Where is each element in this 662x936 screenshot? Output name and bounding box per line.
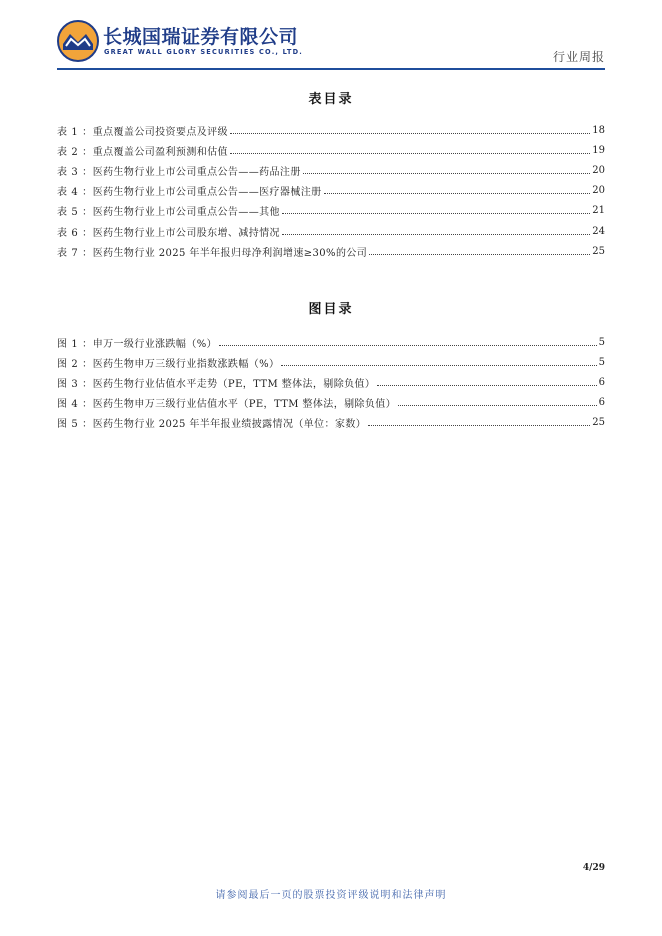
toc-leader: [219, 345, 597, 346]
company-name-en: GREAT WALL GLORY SECURITIES CO., LTD.: [104, 48, 303, 56]
toc-entry-page: 5: [598, 356, 605, 368]
toc-entry-title: 医药生物行业 2025 年半年报业绩披露情况（单位：家数）: [92, 419, 367, 431]
toc-entry[interactable]: [57, 160, 605, 180]
toc-entry[interactable]: [57, 181, 605, 201]
toc-leader: [369, 254, 590, 255]
toc-entry-label: 图 2 ：: [57, 358, 93, 370]
toc-entry-label: 表 4 ：: [57, 187, 93, 199]
toc-entry-title: 医药生物行业上市公司股东增、减持情况: [92, 227, 280, 239]
toc-leader: [377, 385, 596, 386]
toc-entry-title: 申万一级行业涨跌幅（%）: [92, 338, 218, 350]
toc-entry[interactable]: [57, 393, 605, 413]
toc-entry-title: 医药生物行业上市公司重点公告——其他: [92, 207, 280, 219]
toc-entry[interactable]: [57, 332, 605, 352]
toc-leader: [324, 193, 591, 194]
figures-toc-list: [57, 332, 605, 433]
toc-leader: [303, 173, 591, 174]
toc-entry[interactable]: [57, 221, 605, 241]
toc-leader: [368, 425, 590, 426]
toc-entry[interactable]: [57, 372, 605, 392]
toc-leader: [282, 234, 590, 235]
toc-entry-label: 图 1 ：: [57, 338, 93, 350]
toc-leader: [230, 133, 590, 134]
toc-leader: [230, 153, 590, 154]
header-rule: [57, 68, 605, 70]
toc-entry-label: 表 1 ：: [57, 126, 93, 138]
tables-toc-list: [57, 120, 605, 261]
toc-entry-title: 医药生物行业上市公司重点公告——医疗器械注册: [92, 187, 322, 199]
toc-entry-title: 医药生物申万三级行业估值水平（PE，TTM 整体法，剔除负值）: [92, 399, 397, 411]
toc-entry-title: 医药生物申万三级行业指数涨跌幅（%）: [92, 358, 280, 370]
toc-entry-label: 图 3 ：: [57, 378, 93, 390]
toc-entry-label: 表 5 ：: [57, 207, 93, 219]
page-number: 4/29: [582, 863, 605, 873]
toc-entry-label: 表 7 ：: [57, 247, 93, 259]
toc-entry-label: 图 4 ：: [57, 399, 93, 411]
document-type: 行业周报: [552, 50, 605, 64]
toc-entry-page: 5: [598, 336, 605, 348]
toc-entry-page: 18: [592, 124, 605, 136]
toc-entry-label: 表 2 ：: [57, 146, 93, 158]
toc-leader: [398, 405, 597, 406]
toc-entry-page: 25: [592, 245, 605, 257]
toc-entry-label: 表 3 ：: [57, 166, 93, 178]
footer-disclaimer: 请参阅最后一页的股票投资评级说明和法律声明: [215, 890, 447, 901]
toc-entry-page: 20: [592, 164, 605, 176]
toc-entry-title: 重点覆盖公司盈利预测和估值: [92, 146, 228, 158]
toc-leader: [282, 213, 590, 214]
toc-leader: [281, 365, 596, 366]
toc-entry[interactable]: [57, 201, 605, 221]
toc-entry[interactable]: [57, 413, 605, 433]
company-logo-icon: [57, 20, 99, 62]
toc-entry-title: 医药生物行业 2025 年半年报归母净利润增速≥30%的公司: [92, 247, 368, 259]
toc-entry-page: 25: [592, 417, 605, 429]
figures-toc-title: 图目录: [308, 302, 354, 317]
tables-toc-title: 表目录: [308, 92, 354, 107]
company-name-cn: 长城国瑞证券有限公司: [103, 26, 299, 48]
toc-entry-label: 表 6 ：: [57, 227, 93, 239]
toc-entry-page: 24: [592, 225, 605, 237]
page-header: [57, 20, 605, 70]
toc-entry[interactable]: [57, 140, 605, 160]
toc-entry-page: 20: [592, 185, 605, 197]
toc-entry-page: 6: [598, 376, 605, 388]
toc-entry-title: 医药生物行业估值水平走势（PE，TTM 整体法，剔除负值）: [92, 378, 376, 390]
toc-entry-page: 19: [592, 144, 605, 156]
toc-entry[interactable]: [57, 241, 605, 261]
toc-entry[interactable]: [57, 352, 605, 372]
toc-entry-page: 6: [598, 397, 605, 409]
toc-entry-label: 图 5 ：: [57, 419, 93, 431]
toc-entry-title: 重点覆盖公司投资要点及评级: [92, 126, 228, 138]
toc-entry-page: 21: [592, 205, 605, 217]
toc-entry[interactable]: [57, 120, 605, 140]
toc-entry-title: 医药生物行业上市公司重点公告——药品注册: [92, 166, 301, 178]
